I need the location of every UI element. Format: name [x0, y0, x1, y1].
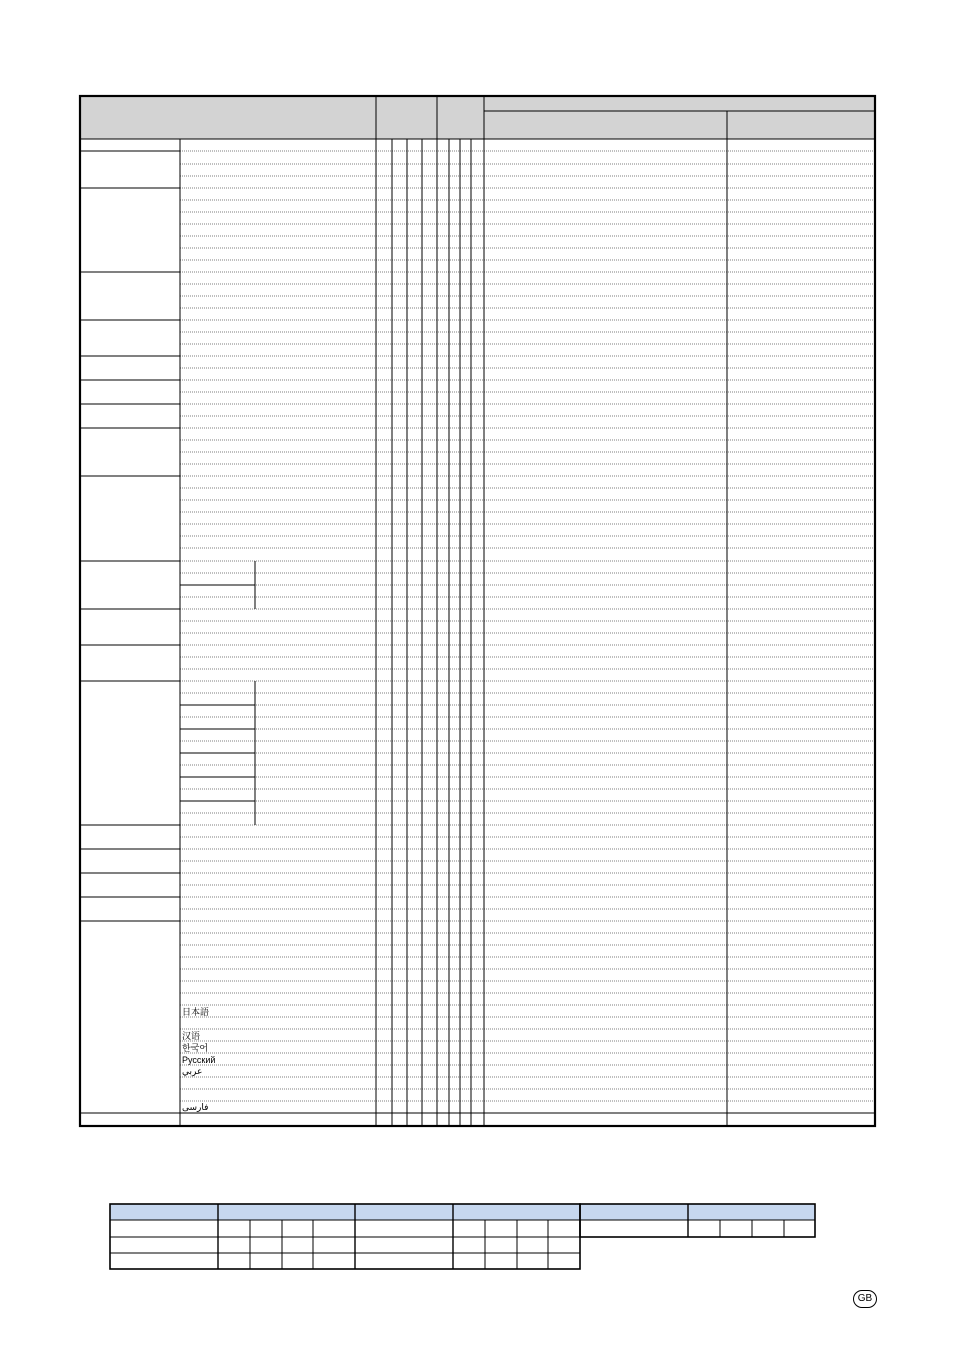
legend-header-fill [110, 1204, 580, 1220]
language-chinese: 汉语 [182, 1031, 201, 1041]
language-russian: Русский [182, 1055, 216, 1065]
language-persian: فارسی [182, 1102, 209, 1112]
language-arabic: عربي [182, 1066, 203, 1076]
legend-header-fill [580, 1204, 815, 1220]
language-korean: 한국어 [182, 1043, 209, 1053]
language-japanese: 日本語 [182, 1007, 210, 1017]
page-region-badge: GB [853, 1290, 877, 1308]
